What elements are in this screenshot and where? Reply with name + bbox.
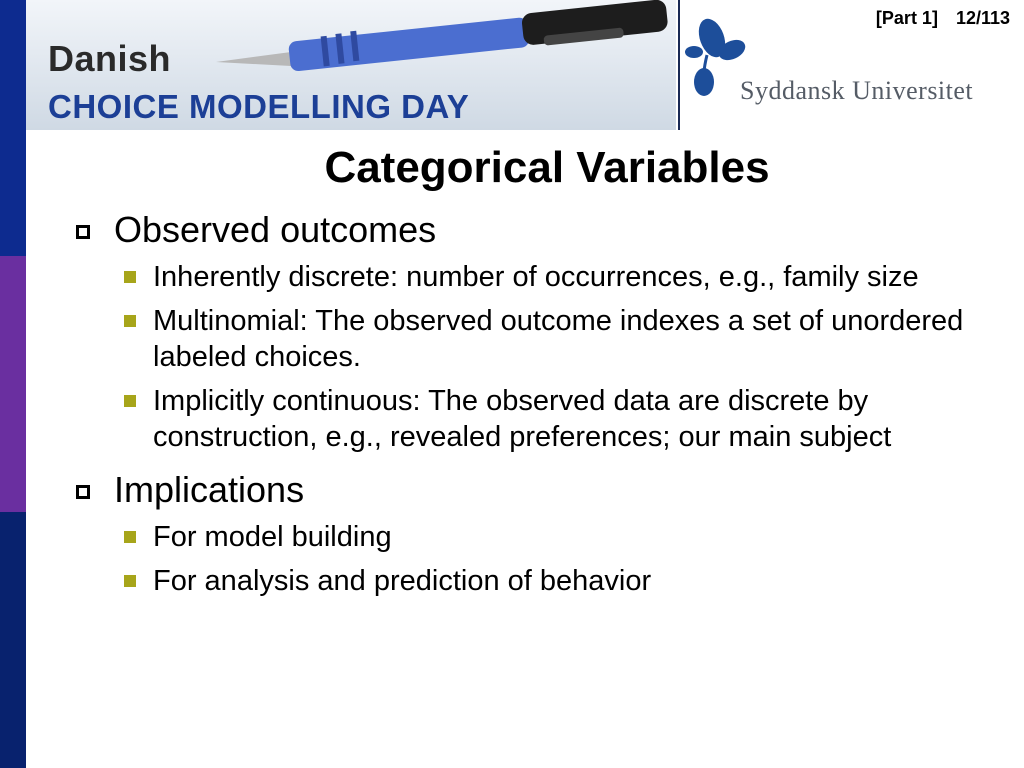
hollow-square-bullet-icon xyxy=(76,485,90,499)
banner-title-line1: Danish xyxy=(48,38,172,79)
square-bullet-icon xyxy=(124,575,136,587)
bullet-level1 xyxy=(70,209,970,251)
bullet-level2 xyxy=(124,563,970,599)
bullet-text: For model building xyxy=(153,521,392,553)
bullet-level1 xyxy=(70,469,970,511)
bullet-text: Observed outcomes xyxy=(114,209,437,250)
university-name: Syddansk Universitet xyxy=(740,76,974,105)
page-info xyxy=(876,8,1010,29)
slide-content xyxy=(70,205,970,599)
bullet-text: Multinomial: The observed outcome indexes a set of unordered labeled choices. xyxy=(153,305,964,373)
banner-divider xyxy=(678,0,680,130)
square-bullet-icon xyxy=(124,395,136,407)
hollow-square-bullet-icon xyxy=(76,225,90,239)
left-strip-top xyxy=(0,0,26,256)
square-bullet-icon xyxy=(124,271,136,283)
part-label: [Part 1] xyxy=(875,8,938,28)
banner-title-line2: CHOICE MODELLING DAY xyxy=(48,88,470,125)
left-strip-bottom xyxy=(0,512,26,768)
slide-title: Categorical Variables xyxy=(324,143,770,192)
bullet-level2 xyxy=(124,303,970,375)
square-bullet-icon xyxy=(124,315,136,327)
left-strip-middle xyxy=(0,256,26,512)
bullet-level2 xyxy=(124,383,970,455)
bullet-level2 xyxy=(124,519,970,555)
banner xyxy=(26,0,676,130)
bullet-text: For analysis and prediction of behavior xyxy=(153,565,652,597)
square-bullet-icon xyxy=(124,531,136,543)
bullet-level2 xyxy=(124,259,970,295)
bullet-text: Implications xyxy=(114,469,305,510)
bullet-text: Implicitly continuous: The observed data are discrete by construction, e.g., revealed preferences; our main subject xyxy=(153,385,892,453)
page-number: 12/113 xyxy=(955,8,1010,28)
bullet-text: Inherently discrete: number of occurrences, e.g., family size xyxy=(153,261,919,293)
